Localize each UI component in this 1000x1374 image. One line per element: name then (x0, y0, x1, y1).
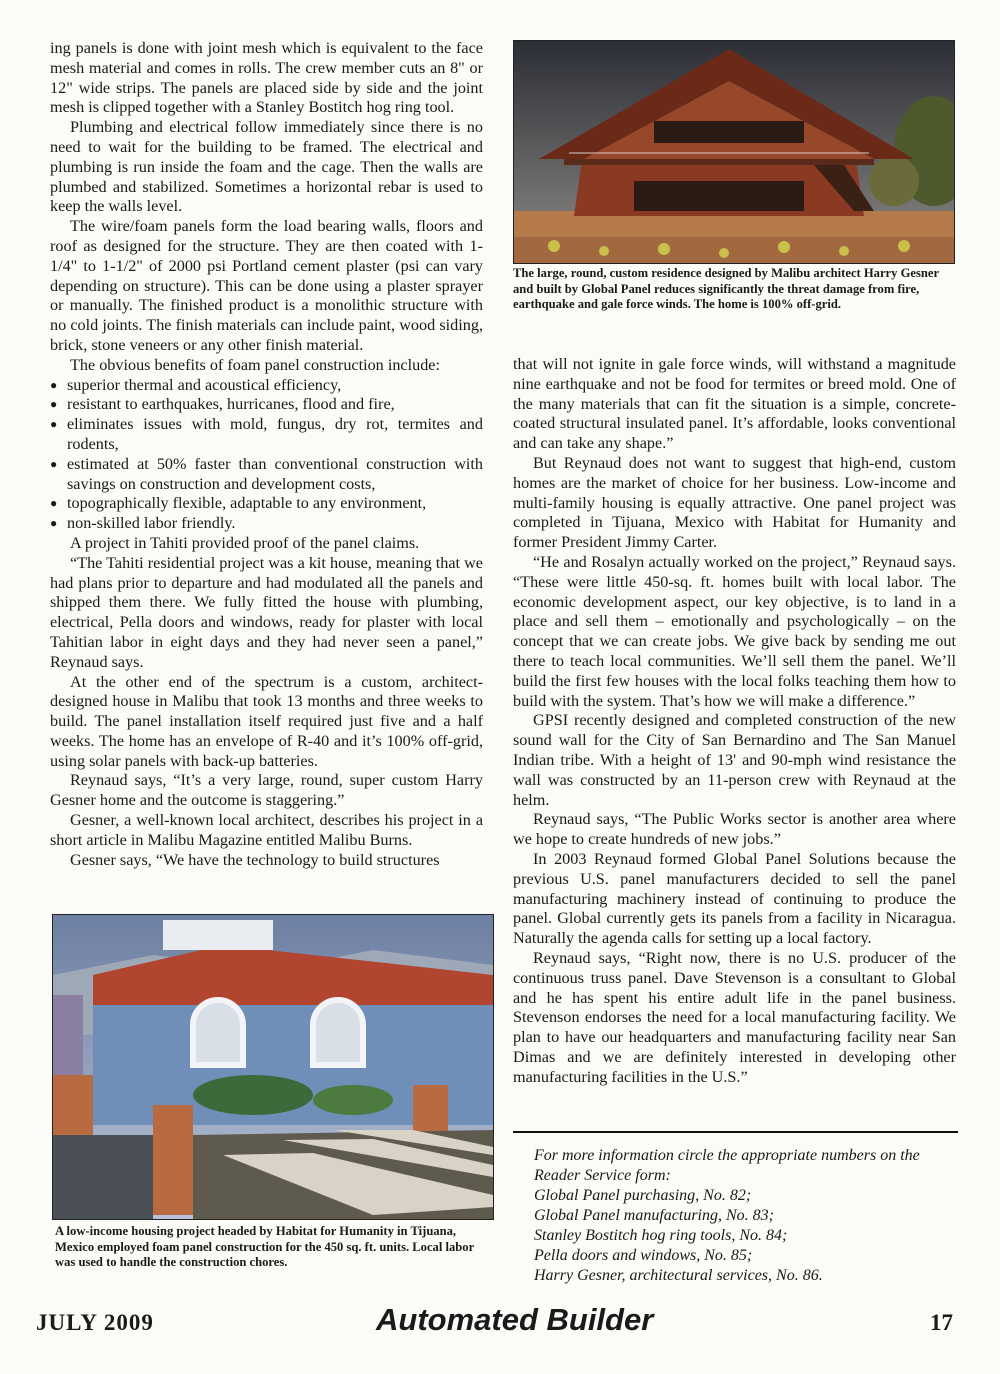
list-item: ● superior thermal and acoustical efficiency, (50, 376, 483, 396)
reader-service-info (518, 1146, 958, 1286)
photo-caption-bottom: A low-income housing project headed by Habitat for Humanity in Tijuana, Mexico employed foam panel construction for the 450 sq. ft. units. Local labor was used to handle the construction chores. (55, 1224, 474, 1269)
list-item: ● eliminates issues with mold, fungus, dry rot, termites and rodents, (50, 415, 483, 455)
paragraph: that will not ignite in gale force winds, will withstand a magnitude nine earthquake and not be food for termites or breed mold. One of the many materials that can fit the situation is a simple, concrete-coated structural insulated panel. It’s affordable, looks conventional and can take any shape.” (513, 355, 956, 453)
paragraph: ing panels is done with joint mesh which is equivalent to the face mesh material and comes in rolls. The crew member cuts an 8" or 12" wide strips. The panels are placed side by side and the joint mesh is clipped together with a Stanley Bostitch hog ring tool. (50, 39, 483, 117)
paragraph: “The Tahiti residential project was a kit house, meaning that we had plans prior to departure and had modulated all the panels and shipped them there. We fully fitted the house with plumbing, electrical, Pella doors and windows, ready for plaster with local Tahitian labor in eight days and they had never seen a panel,” Reynaud says. (50, 553, 483, 671)
paragraph: Reynaud says, “The Public Works sector is another area where we hope to create hundreds of new jobs.” (513, 810, 956, 849)
tijuana-house-photo (52, 914, 494, 1220)
paragraph: But Reynaud does not want to suggest that high-end, custom homes are the market of choice for her business. Low-income and multi-family housing is equally attractive. One panel project was completed in Tijuana, Mexico with Habitat for Humanity and former President Jimmy Carter. (513, 453, 956, 552)
reader-service-item: Harry Gesner, architectural services, No. 86. (534, 1267, 823, 1284)
page-number: 17 (930, 1310, 953, 1335)
paragraph: At the other end of the spectrum is a custom, architect-designed house in Malibu that took 13 months and three weeks to build. The panel installation itself required just five and a half weeks. The home has an envelope of R-40 and it’s 100% off-grid, using solar panels with back-up batteries. (50, 672, 483, 770)
photo-caption-top: The large, round, custom residence designed by Malibu architect Harry Gesner and built by Global Panel reduces significantly the threat damage from fire, earthquake and gale force winds. The home is 100% off-grid. (513, 266, 939, 311)
reader-service-item: Stanley Bostitch hog ring tools, No. 84; (534, 1227, 788, 1244)
reader-service-item: Pella doors and windows, No. 85; (534, 1247, 753, 1264)
list-item: ● resistant to earthquakes, hurricanes, flood and fire, (50, 395, 483, 415)
left-column (50, 39, 483, 870)
magazine-title: Automated Builder (376, 1302, 654, 1337)
divider (513, 1131, 958, 1133)
paragraph: Reynaud says, “Right now, there is no U.S. producer of the continuous truss panel. Dave Stevenson is a consultant to Global and he has spent his entire adult life in the panel business. Stevenson endorses the need for a local manufacturing facility. We plan to have our headquarters and manufacturing facility near San Dimas and we are definitely interested in developing other manufacturing facilities in the U.S.” (513, 948, 956, 1086)
list-item: ● estimated at 50% faster than conventional construction with savings on construction and development costs, (50, 455, 483, 495)
paragraph: Gesner, a well-known local architect, describes his project in a short article in Malibu Magazine entitled Malibu Burns. (50, 811, 483, 849)
paragraph: In 2003 Reynaud formed Global Panel Solutions because the previous U.S. panel manufacturers decided to sell the panel manufacturing machinery instead of continuing to produce the panel. Global currently gets its panels from a facility in Nicaragua. Naturally the agenda calls for setting up a local factory. (513, 849, 956, 948)
reader-service-item: Global Panel purchasing, No. 82; (534, 1187, 752, 1204)
paragraph: The wire/foam panels form the load bearing walls, floors and roof as designed for the structure. They are then coated with 1-1/4" to 1-1/2" of 2000 psi Portland cement plaster (psi can vary depending on structure). This can be done using a plaster sprayer or manually. The finished product is a monolithic structure with no cold joints. The finish materials can include paint, wood siding, brick, stone veneers or any other finish material. (50, 217, 483, 354)
list-item: ● topographically flexible, adaptable to any environment, (50, 494, 483, 514)
paragraph: A project in Tahiti provided proof of the panel claims. (70, 533, 420, 552)
list-item: ● non-skilled labor friendly. (50, 514, 483, 534)
right-column (513, 355, 956, 1087)
malibu-house-photo (513, 40, 955, 264)
reader-service-intro: For more information circle the appropriate numbers on the Reader Service form: (534, 1147, 920, 1184)
reader-service-item: Global Panel manufacturing, No. 83; (534, 1207, 774, 1224)
benefits-list (50, 376, 483, 534)
paragraph: Gesner says, “We have the technology to build structures (70, 850, 440, 869)
paragraph: “He and Rosalyn actually worked on the project,” Reynaud says. “These were little 450-sq. ft. homes built with local labor. The economic development aspect, our key objective, is to land in a place and sell them – emotionally and psychologically – on the concept that we can create jobs. We give back by sending me out there to teach local communities. We’ll sell them the panel. We’ll build the first few houses with the local folks teaching them how to build with the system. That’s how we will make a difference.” (513, 552, 956, 710)
issue-date: JULY 2009 (36, 1310, 154, 1335)
paragraph: The obvious benefits of foam panel construction include: (70, 355, 440, 374)
paragraph: Plumbing and electrical follow immediately since there is no need to wait for the building to be framed. The electrical and plumbing is run inside the foam and the cage. Then the walls are plumbed and stabilized. Sometimes a horizontal rebar is used to keep the walls level. (50, 118, 483, 216)
paragraph: GPSI recently designed and completed construction of the new sound wall for the City of San Bernardino and The San Manuel Indian tribe. With a height of 13' and 90-mph wind resistance the wall was constructed by an 11-person crew with Reynaud at the helm. (513, 711, 956, 809)
paragraph: Reynaud says, “It’s a very large, round, super custom Harry Gesner home and the outcome is staggering.” (50, 771, 483, 810)
